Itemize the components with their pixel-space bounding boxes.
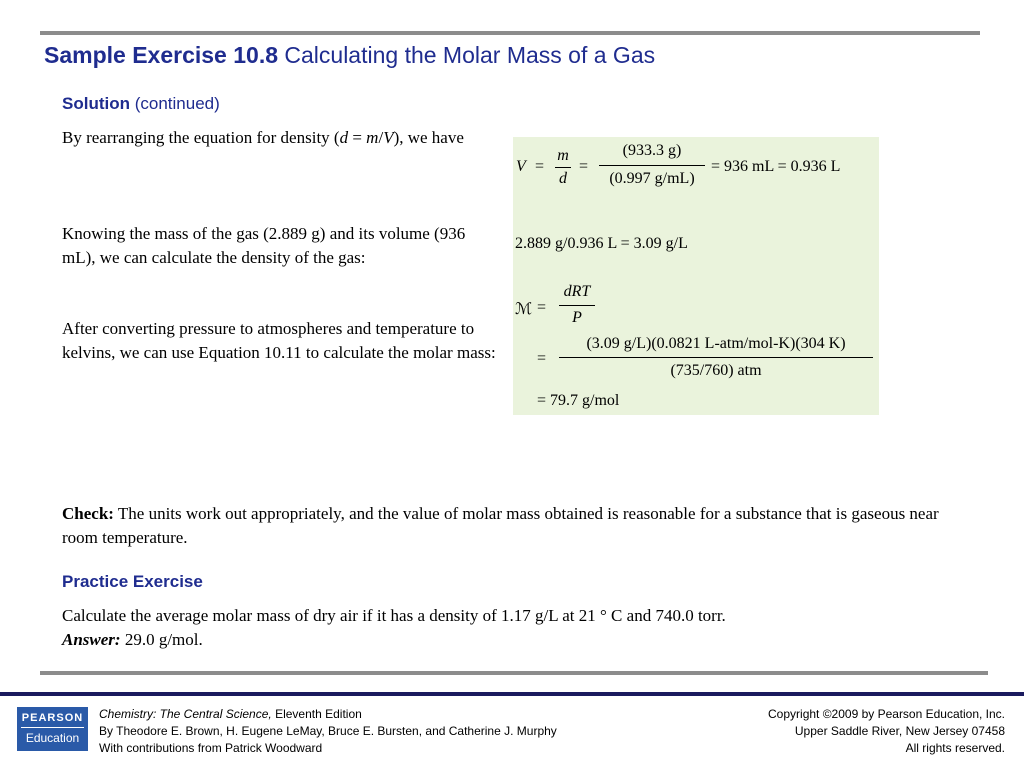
answer-value: 29.0 g/mol. — [120, 630, 203, 649]
practice-heading: Practice Exercise — [62, 572, 203, 591]
address-line: Upper Saddle River, New Jersey 07458 — [794, 724, 1005, 738]
title-exercise-number: Sample Exercise 10.8 — [44, 42, 278, 68]
equations-panel — [513, 137, 879, 415]
book-authors: By Theodore E. Brown, H. Eugene LeMay, Bruce E. Bursten, and Catherine J. Murphy — [99, 724, 557, 738]
rights-line: All rights reserved. — [905, 741, 1005, 755]
solution-continued: (continued) — [134, 94, 220, 113]
eq4-numerator: (3.09 g/L)(0.0821 L-atm/mol-K)(304 K) — [586, 335, 846, 352]
pearson-logo: PEARSON Education — [17, 707, 88, 751]
title-topic: Calculating the Molar Mass of a Gas — [284, 42, 656, 68]
answer-label: Answer: — [62, 630, 121, 649]
paragraph-density-calc: Knowing the mass of the gas (2.889 g) and its volume (936 mL), we can calculate the density of the gas: — [62, 224, 466, 267]
eq3-equals: = — [537, 299, 547, 316]
solution-heading — [62, 94, 220, 114]
paragraph-molar-mass: After converting pressure to atmospheres and temperature to kelvins, we can use Equation 10.11 to calculate the molar mass: — [62, 319, 496, 362]
eq1-equals-2: = — [579, 158, 589, 175]
book-contributions: With contributions from Patrick Woodward — [99, 741, 323, 755]
book-edition: Eleventh Edition — [271, 707, 362, 721]
practice-answer — [62, 628, 952, 652]
check-text: The units work out appropriately, and the value of molar mass obtained is reasonable for a substance that is gaseous near room temperature. — [62, 504, 939, 547]
eq1-fraction-bar — [555, 167, 571, 168]
eq1-result: = 936 mL = 0.936 L — [711, 158, 841, 175]
footer-book-info — [99, 706, 557, 757]
eq1-fraction-bar-2 — [599, 165, 705, 166]
check-paragraph — [62, 502, 952, 550]
footer-bar — [0, 692, 1024, 696]
eq1-numerator: (933.3 g) — [622, 142, 682, 159]
footer-copyright — [768, 706, 1005, 757]
eq3-numerator: dRT — [563, 283, 591, 300]
eq1-equals: = — [535, 158, 545, 175]
top-divider — [40, 31, 980, 35]
book-title: Chemistry: The Central Science, — [99, 707, 272, 721]
eq1-density-denominator: d — [559, 170, 567, 187]
eq4-fraction-bar — [559, 357, 873, 358]
copyright-line: Copyright ©2009 by Pearson Education, Inc. — [768, 707, 1005, 721]
eq3-molar-mass-symbol: ℳ — [515, 301, 533, 318]
solution-label: Solution — [62, 94, 130, 113]
paragraph-density-rearrange: By rearranging the equation for density (d = m/V), we have — [62, 128, 464, 147]
bottom-divider — [40, 671, 988, 675]
eq4-denominator: (735/760) atm — [670, 362, 762, 379]
eq5-result: = 79.7 g/mol — [537, 392, 620, 409]
eq1-volume-symbol: V — [516, 158, 526, 175]
eq3-fraction-bar — [559, 305, 595, 306]
practice-question: Calculate the average molar mass of dry air if it has a density of 1.17 g/L at 21 ° C and 740.0 torr. — [62, 606, 726, 625]
eq4-equals: = — [537, 350, 547, 367]
eq2-density: 2.889 g/0.936 L = 3.09 g/L — [515, 235, 688, 252]
eq1-denominator: (0.997 g/mL) — [609, 170, 695, 187]
slide-title — [44, 42, 655, 69]
eq1-mass-numerator: m — [557, 147, 569, 164]
eq3-denominator: P — [572, 309, 582, 326]
check-label: Check: — [62, 504, 114, 523]
